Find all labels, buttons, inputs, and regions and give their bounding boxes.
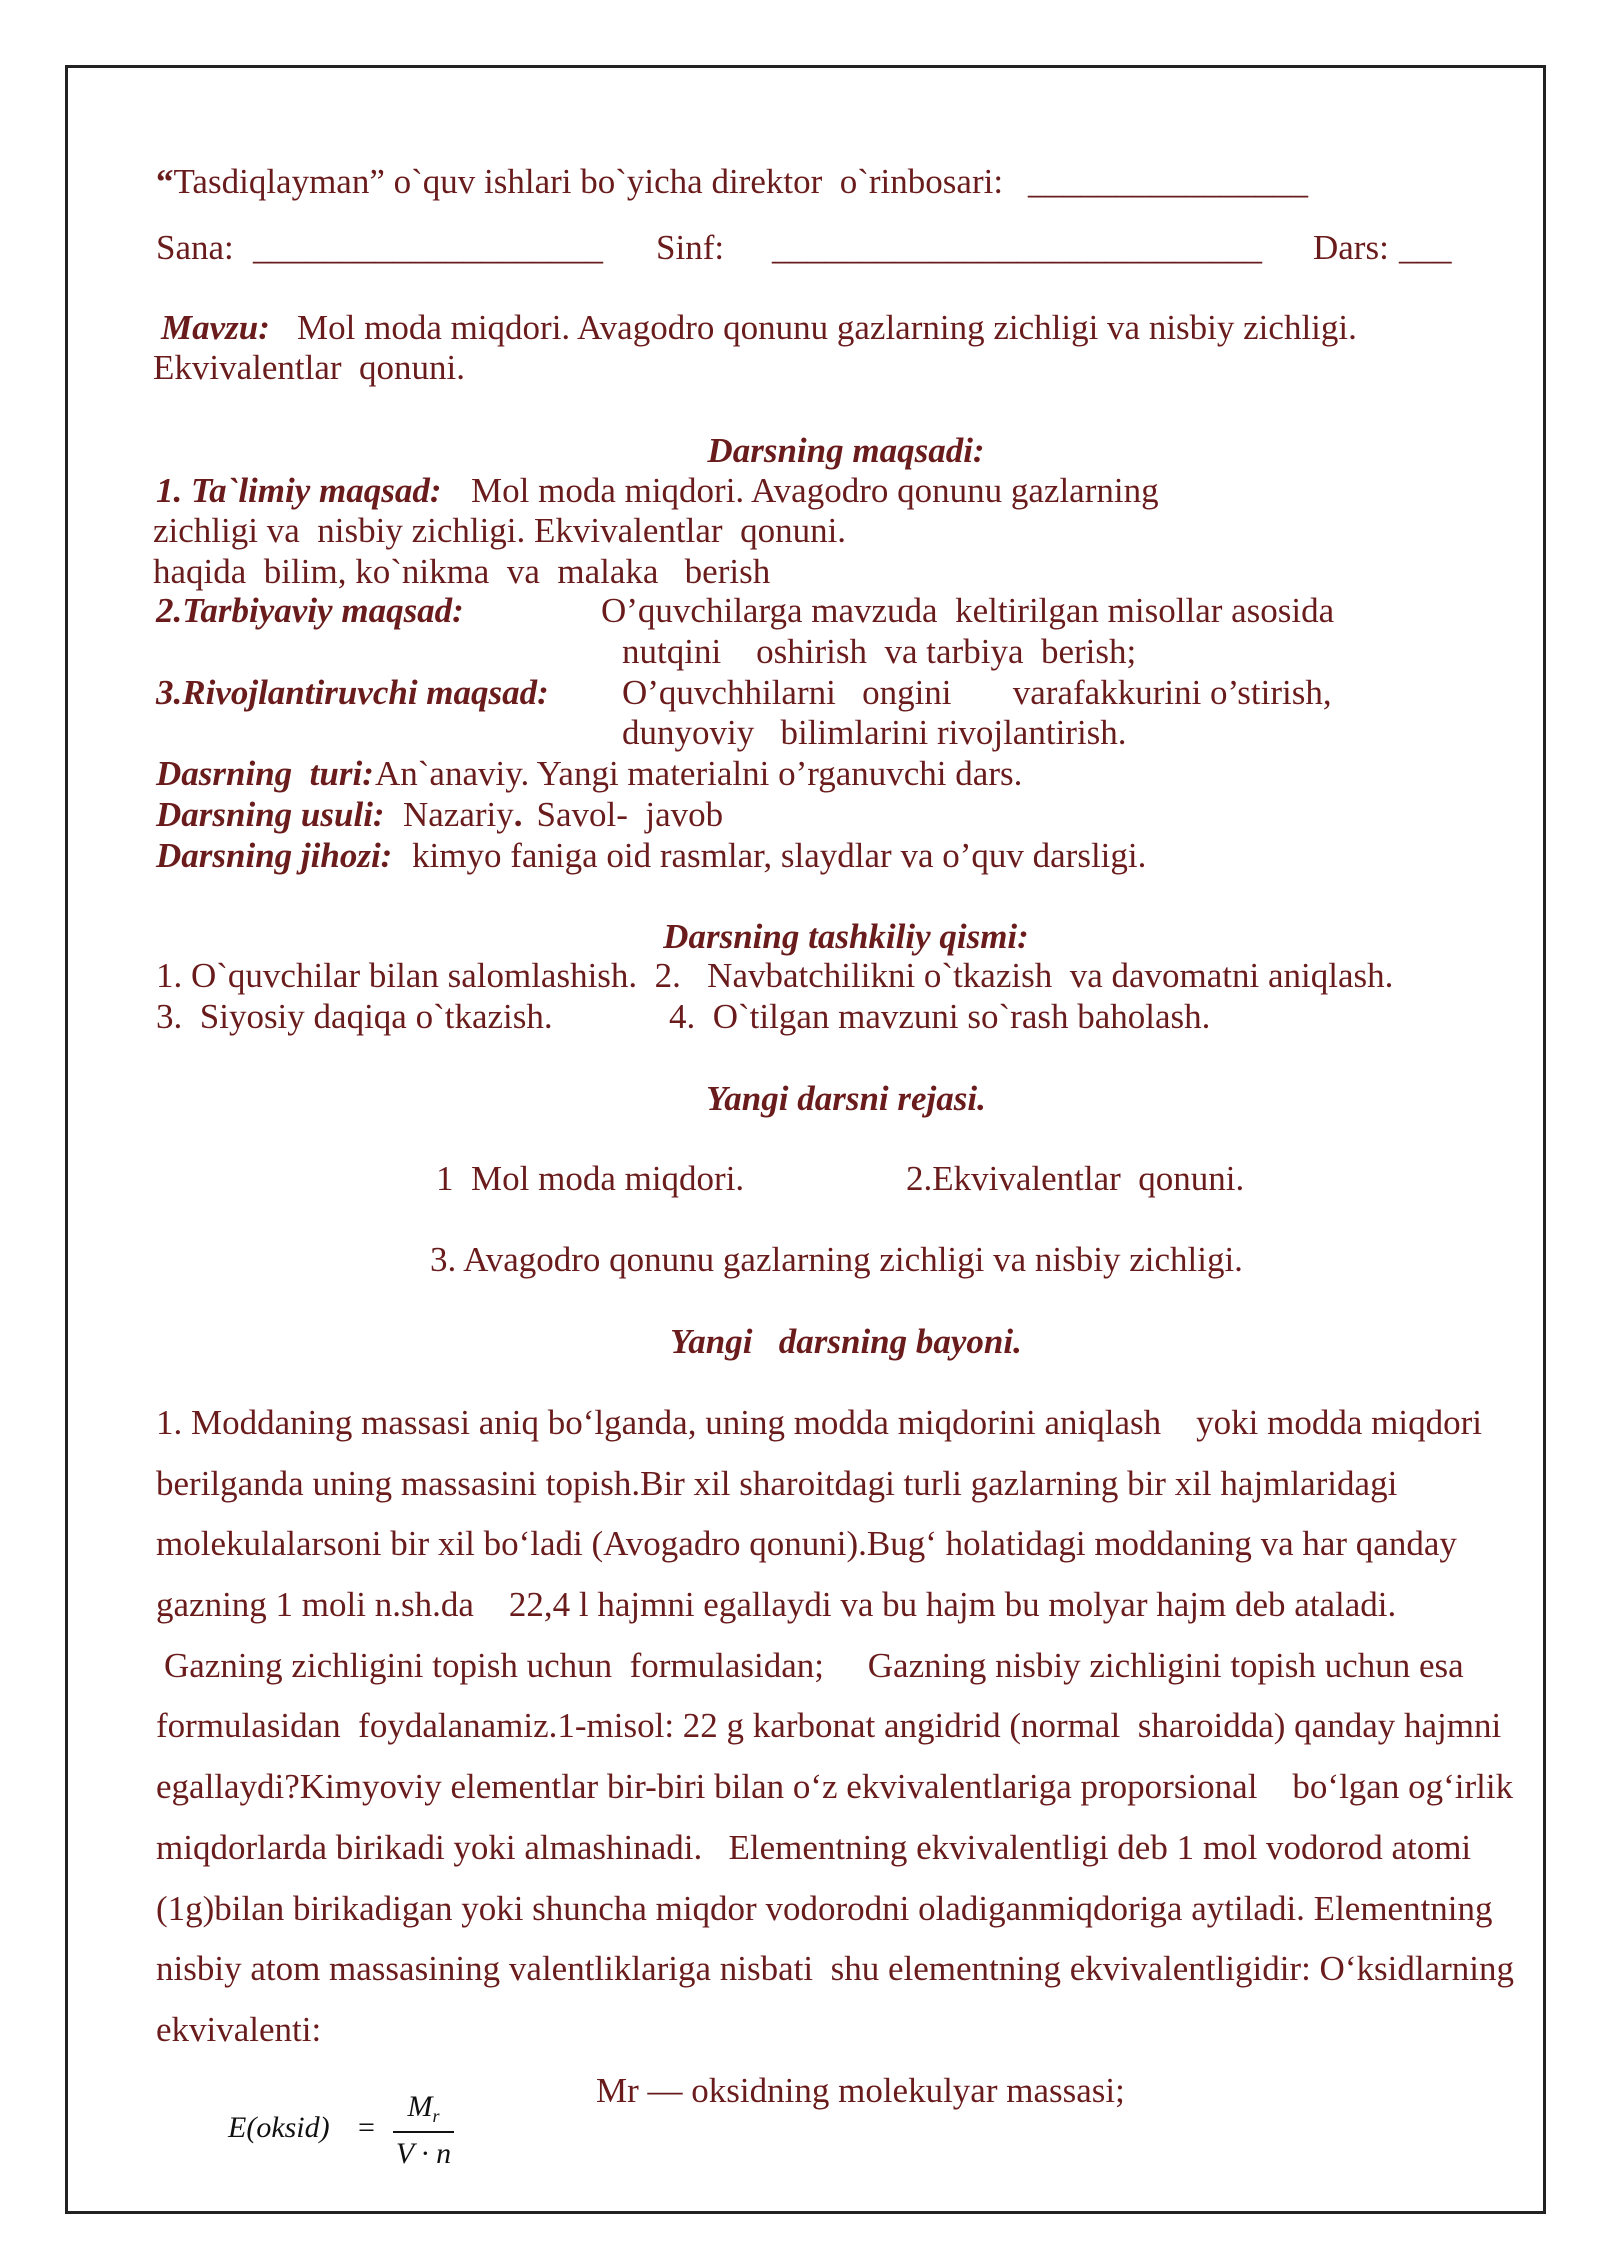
plan-item-3: 3. Avagodro qonunu gazlarning zichligi va nisbiy zichligi. — [430, 1240, 1243, 1279]
explanation-line: berilganda uning massasini topish.Bir xil sharoitdagi turli gazlarning bir xil hajmlaridagi — [156, 1464, 1398, 1503]
class-label: Sinf: — [656, 228, 725, 267]
lesson-type-label: Dasrning turi: — [156, 754, 374, 793]
topic-label: Mavzu: — [161, 308, 270, 347]
explanation-line: miqdorlarda birikadi yoki almashinadi. Elementning ekvivalentligi deb 1 mol vodorod atomi — [156, 1828, 1472, 1867]
explanation-line: nisbiy atom massasining valentliklariga nisbati shu elementning ekvivalentligidir: O‘ksidlarning — [156, 1949, 1514, 1988]
organization-heading: Darsning tashkiliy qismi: — [663, 917, 1029, 956]
plan-item-2: 2.Ekvivalentlar qonuni. — [906, 1159, 1245, 1198]
formula-fraction-bar — [393, 2131, 454, 2133]
organization-row-2a: 3. Siyosiy daqiqa o`tkazish. — [156, 997, 553, 1036]
lesson-method-label: Darsning usuli: — [156, 795, 385, 834]
approval-signature-blank: ________________ — [1028, 162, 1308, 201]
approval-line — [156, 161, 1003, 202]
plan-item-1: 1 Mol moda miqdori. — [436, 1159, 745, 1198]
explanation-heading: Yangi darsning bayoni. — [670, 1322, 1022, 1361]
educational-goal-line-1: Mol moda miqdori. Avagodro qonunu gazlarning — [471, 471, 1159, 510]
explanation-line: egallaydi?Kimyoviy elementlar bir-biri bilan o‘z ekvivalentlariga proporsional bo‘lgan og‘irlik — [156, 1767, 1514, 1806]
topic-line-1: Mol moda miqdori. Avagodro qonunu gazlarning zichligi va nisbiy zichligi. — [297, 308, 1357, 347]
upbringing-goal-line-2: nutqini oshirish va tarbiya berish; — [622, 632, 1137, 671]
explanation-line: ekvivalenti: — [156, 2010, 322, 2049]
organization-row-2b: 4. O`tilgan mavzuni so`rash baholash. — [669, 997, 1211, 1036]
developmental-goal-label: 3.Rivojlantiruvchi maqsad: — [156, 673, 549, 712]
formula-lhs: E(oksid) — [228, 2111, 330, 2144]
plan-heading: Yangi darsni rejasi. — [706, 1079, 986, 1118]
lesson-equipment-label: Darsning jihozi: — [156, 836, 393, 875]
approval-open-quote: “ — [156, 162, 174, 201]
topic-line-2: Ekvivalentlar qonuni. — [153, 348, 466, 387]
explanation-line: Gazning zichligini topish uchun formulasidan; Gazning nisbiy zichligini topish uchun esa — [164, 1646, 1464, 1685]
upbringing-goal-label: 2.Tarbiyaviy maqsad: — [156, 591, 464, 630]
date-label: Sana: — [156, 228, 234, 267]
developmental-goal-line-1: O’quvchhilarni ongini varafakkurini o’stirish, — [622, 673, 1332, 712]
lesson-method-value — [403, 794, 723, 835]
upbringing-goal-line-1: O’quvchilarga mavzuda keltirilgan misollar asosida — [601, 591, 1335, 630]
formula-equals: = — [358, 2111, 375, 2144]
organization-row-1: 1. O`quvchilar bilan salomlashish. 2. Navbatchilikni o`tkazish va davomatni aniqlash. — [156, 956, 1394, 995]
explanation-line: gazning 1 moli n.sh.da 22,4 l hajmni egallaydi va bu hajm bu molyar hajm deb ataladi. — [156, 1585, 1397, 1624]
goals-heading: Darsning maqsadi: — [707, 431, 985, 470]
educational-goal-line-3: haqida bilim, ko`nikma va malaka berish — [153, 552, 771, 591]
approval-text: Tasdiqlayman” o`quv ishlari bo`yicha direktor o`rinbosari: — [173, 162, 1004, 201]
explanation-line: molekulalarsoni bir xil bo‘ladi (Avogadro qonuni).Bug‘ holatidagi moddaning va har qanday — [156, 1524, 1457, 1563]
lesson-type-value: An`anaviy. Yangi materialni o’rganuvchi dars. — [375, 754, 1023, 793]
formula-denominator: V · n — [395, 2137, 452, 2170]
explanation-line: formulasidan foydalanamiz.1-misol: 22 g karbonat angidrid (normal sharoidda) qanday hajmni — [156, 1706, 1502, 1745]
date-blank: ____________________ — [253, 228, 603, 267]
formula-note: Mr — oksidning molekulyar massasi; — [596, 2071, 1125, 2110]
class-blank: ____________________________ — [772, 228, 1262, 267]
formula-numerator — [393, 2089, 454, 2134]
explanation-line: 1. Moddaning massasi aniq bo‘lganda, uning modda miqdorini aniqlash yoki modda miqdori — [156, 1403, 1482, 1442]
educational-goal-line-2: zichligi va nisbiy zichligi. Ekvivalentlar qonuni. — [153, 511, 847, 550]
formula-numerator-main: M — [407, 2090, 433, 2123]
explanation-line: (1g)bilan birikadigan yoki shuncha miqdor vodorodni oladiganmiqdoriga aytiladi. Elementning — [156, 1889, 1493, 1928]
lesson-method-value-a: Nazariy — [403, 795, 514, 834]
educational-goal-label: 1. Ta`limiy maqsad: — [156, 471, 442, 510]
lesson-label: Dars: — [1313, 228, 1389, 267]
lesson-method-dot: . — [513, 795, 523, 834]
lesson-method-value-b: Savol- javob — [536, 795, 724, 834]
lesson-equipment-value: kimyo faniga oid rasmlar, slaydlar va o’quv darsligi. — [412, 836, 1147, 875]
developmental-goal-line-2: dunyoviy bilimlarini rivojlantirish. — [622, 713, 1127, 752]
lesson-blank: ___ — [1399, 228, 1452, 267]
formula-numerator-subscript: r — [432, 2106, 440, 2126]
